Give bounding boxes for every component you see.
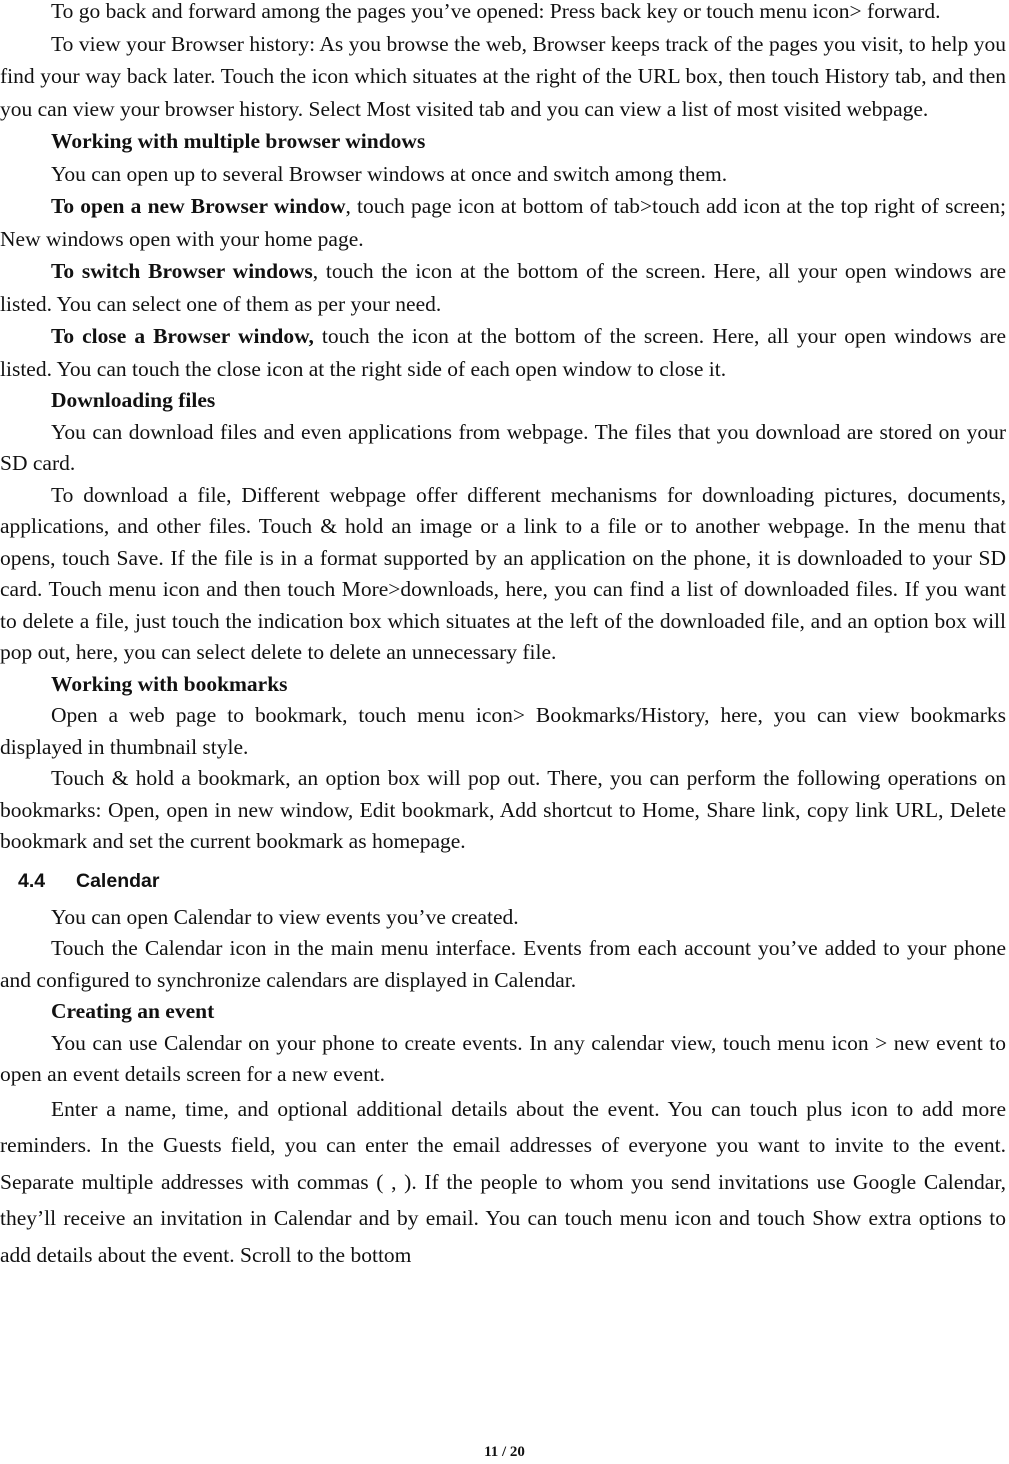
term-open-new-window: To open a new Browser window <box>51 194 346 218</box>
paragraph-close-window <box>0 320 1006 385</box>
paragraph-switch-windows <box>0 255 1006 320</box>
paragraph-back-forward: To go back and forward among the pages you’ve opened: Press back key or touch menu icon> forward. <box>51 0 941 23</box>
paragraph-event-details: Enter a name, time, and optional additional details about the event. You can touch plus icon to add more reminders. In the Guests field, you can enter the email addresses of everyone you want to invite to the event. Separate multiple addresses with commas ( , ). If the people to whom you send invitations use Google Calendar, they’ll receive an invitation in Calendar and by email. You can touch menu icon and touch Show extra options to add details about the event. Scroll to the bottom <box>0 1096 1006 1267</box>
paragraph-bookmarks-hold: Touch & hold a bookmark, an option box will pop out. There, you can perform the following operations on bookmarks: Open, open in new window, Edit bookmark, Add shortcut to Home, Share link, copy link URL, Delete bookmark and set the current bookmark as homepage. <box>0 766 1006 853</box>
heading-downloading-files: Downloading files <box>51 388 216 412</box>
text-close-window: touch the icon at the bottom of the screen. Here, all your open windows are listed. You can touch the close icon at the right side of each open window to close it. <box>0 324 1006 381</box>
term-close-window: To close a Browser window, <box>51 324 314 348</box>
heading-multiple-windows: Working with multiple browser windows <box>51 129 426 153</box>
paragraph-create-event: You can use Calendar on your phone to create events. In any calendar view, touch menu icon > new event to open an event details screen for a new event. <box>0 1030 1006 1086</box>
paragraph-calendar-touch: Touch the Calendar icon in the main menu interface. Events from each account you’ve added to your phone and configured to synchronize calendars are displayed in Calendar. <box>0 936 1006 992</box>
section-heading-calendar <box>0 865 1006 897</box>
heading-bookmarks: Working with bookmarks <box>51 671 288 696</box>
paragraph-download-intro: You can download files and even applications from webpage. The files that you download are stored on your SD card. <box>0 419 1006 475</box>
text-switch-windows: , touch the icon at the bottom of the screen. Here, all your open windows are listed. You can select one of them as per your need. <box>0 259 1006 316</box>
paragraph-download-steps: To download a file, Different webpage offer different mechanisms for downloading pictures, documents, applications, and other files. Touch & hold an image or a link to a file or to another webpage. In the menu that opens, touch Save. If the file is in a format supported by an application on the phone, it is downloaded to your SD card. Touch menu icon and then touch More>downloads, here, you can find a list of downloaded files. If you want to delete a file, just touch the indication box which situates at the left of the downloaded file, and an option box will pop out, here, you can select delete to delete an unnecessary file. <box>0 482 1006 664</box>
paragraph-history: To view your Browser history: As you browse the web, Browser keeps track of the pages you visit, to help you find your way back later. Touch the icon which situates at the right of the URL box, then touch History tab, and then you can view your browser history. Select Most visited tab and you can view a list of most visited webpage. <box>0 31 1006 121</box>
paragraph-bookmarks-open: Open a web page to bookmark, touch menu icon> Bookmarks/History, here, you can view bookmarks displayed in thumbnail style. <box>0 703 1006 759</box>
paragraph-open-new-window <box>0 190 1006 255</box>
heading-creating-event: Creating an event <box>51 999 215 1023</box>
section-title: Calendar <box>76 869 160 892</box>
term-switch-windows: To switch Browser windows <box>51 259 313 283</box>
paragraph-calendar-intro: You can open Calendar to view events you’ve created. <box>51 904 519 929</box>
paragraph-open-several: You can open up to several Browser windows at once and switch among them. <box>51 161 728 186</box>
page-number: 11 / 20 <box>484 1444 525 1460</box>
section-number: 4.4 <box>18 869 46 892</box>
text-open-new-window: , touch page icon at bottom of tab>touch add icon at the top right of screen; New windows open with your home page. <box>0 194 1006 251</box>
